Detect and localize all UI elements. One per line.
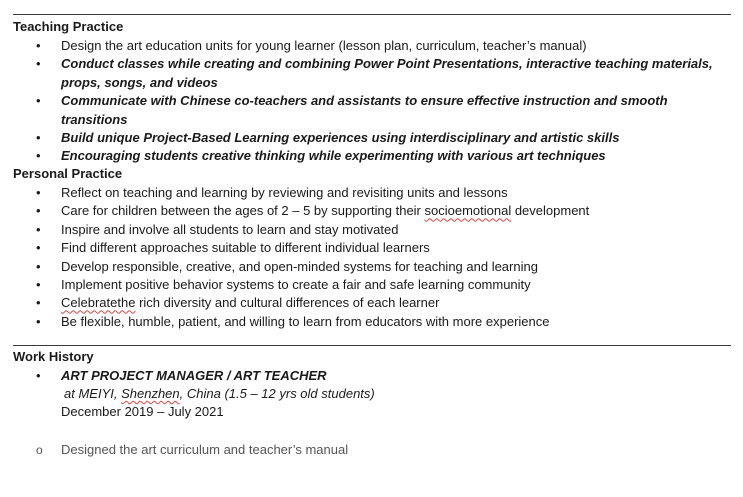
teaching-practice-list: [0, 37, 743, 166]
bullet-icon: •: [36, 56, 41, 72]
list-item: [0, 92, 743, 129]
item-text: Find different approaches suitable to different individual learners: [61, 240, 430, 256]
list-item: [0, 147, 743, 165]
bullet-icon: •: [36, 130, 41, 146]
job-title: ART PROJECT MANAGER / ART TEACHER: [61, 368, 327, 383]
item-text: Develop responsible, creative, and open-minded systems for teaching and learning: [61, 258, 538, 274]
list-item: [0, 258, 743, 276]
sub-item-text: Designed the art curriculum and teacher’s manual: [61, 442, 349, 457]
item-text: Inspire and involve all students to learn and stay motivated: [61, 221, 399, 237]
bullet-icon: •: [36, 203, 41, 219]
list-item: [0, 221, 743, 239]
sub-item-bullet: o: [36, 443, 43, 457]
list-item: [0, 55, 743, 92]
item-text: development: [511, 203, 590, 219]
list-item: [0, 313, 743, 331]
bullet-icon: •: [36, 148, 41, 164]
list-item: [0, 184, 743, 202]
list-item: [0, 37, 743, 55]
item-text: Conduct classes while creating and combining Power Point Presentations, interactive teaching materials, props, songs, and videos: [61, 56, 713, 90]
job-dates: December 2019 – July 2021: [61, 404, 224, 419]
work-history-heading: Work History: [13, 349, 94, 364]
bullet-icon: •: [36, 313, 41, 329]
spellcheck-word: Celebratethe: [61, 295, 136, 311]
bullet-icon: •: [36, 93, 41, 109]
bullet-icon: •: [36, 38, 41, 53]
bullet-icon: •: [36, 185, 41, 200]
employer-prefix: at MEIYI,: [64, 386, 122, 401]
item-text: Implement positive behavior systems to create a fair and safe learning community: [61, 277, 531, 293]
bullet-icon: •: [36, 295, 41, 311]
item-text: Build unique Project-Based Learning experiences using interdisciplinary and artistic skills: [61, 130, 620, 146]
spellcheck-word: socioemotional: [424, 203, 512, 219]
item-text: Be flexible, humble, patient, and willing to learn from educators with more experience: [61, 313, 550, 329]
personal-practice-heading: Personal Practice: [13, 166, 123, 181]
employer-city: Shenzhen: [121, 386, 180, 401]
bullet-icon: •: [36, 221, 41, 237]
item-text: Design the art education units for young learner (lesson plan, curriculum, teacher’s manual): [61, 38, 587, 53]
job-employer: [64, 386, 375, 401]
work-history-divider: [13, 345, 731, 346]
list-item: [0, 202, 743, 220]
teaching-practice-heading: Teaching Practice: [13, 19, 124, 34]
item-text: Communicate with Chinese co-teachers and assistants to ensure effective instruction and smooth transitions: [61, 93, 668, 127]
list-item: [0, 239, 743, 257]
item-text: Care for children between the ages of 2 – 5 by supporting their: [61, 203, 425, 219]
job-bullet: •: [36, 368, 41, 383]
employer-suffix: , China (1.5 – 12 yrs old students): [179, 386, 375, 401]
item-text: Encouraging students creative thinking while experimenting with various art techniques: [61, 148, 606, 164]
top-divider: [13, 14, 731, 15]
bullet-icon: •: [36, 258, 41, 274]
bullet-icon: •: [36, 240, 41, 256]
item-text: rich diversity and cultural differences of each learner: [135, 295, 440, 311]
item-text: Reflect on teaching and learning by reviewing and revisiting units and lessons: [61, 185, 508, 200]
list-item: [0, 129, 743, 147]
list-item: [0, 276, 743, 294]
personal-practice-list: [0, 184, 743, 331]
list-item: [0, 294, 743, 312]
bullet-icon: •: [36, 277, 41, 293]
